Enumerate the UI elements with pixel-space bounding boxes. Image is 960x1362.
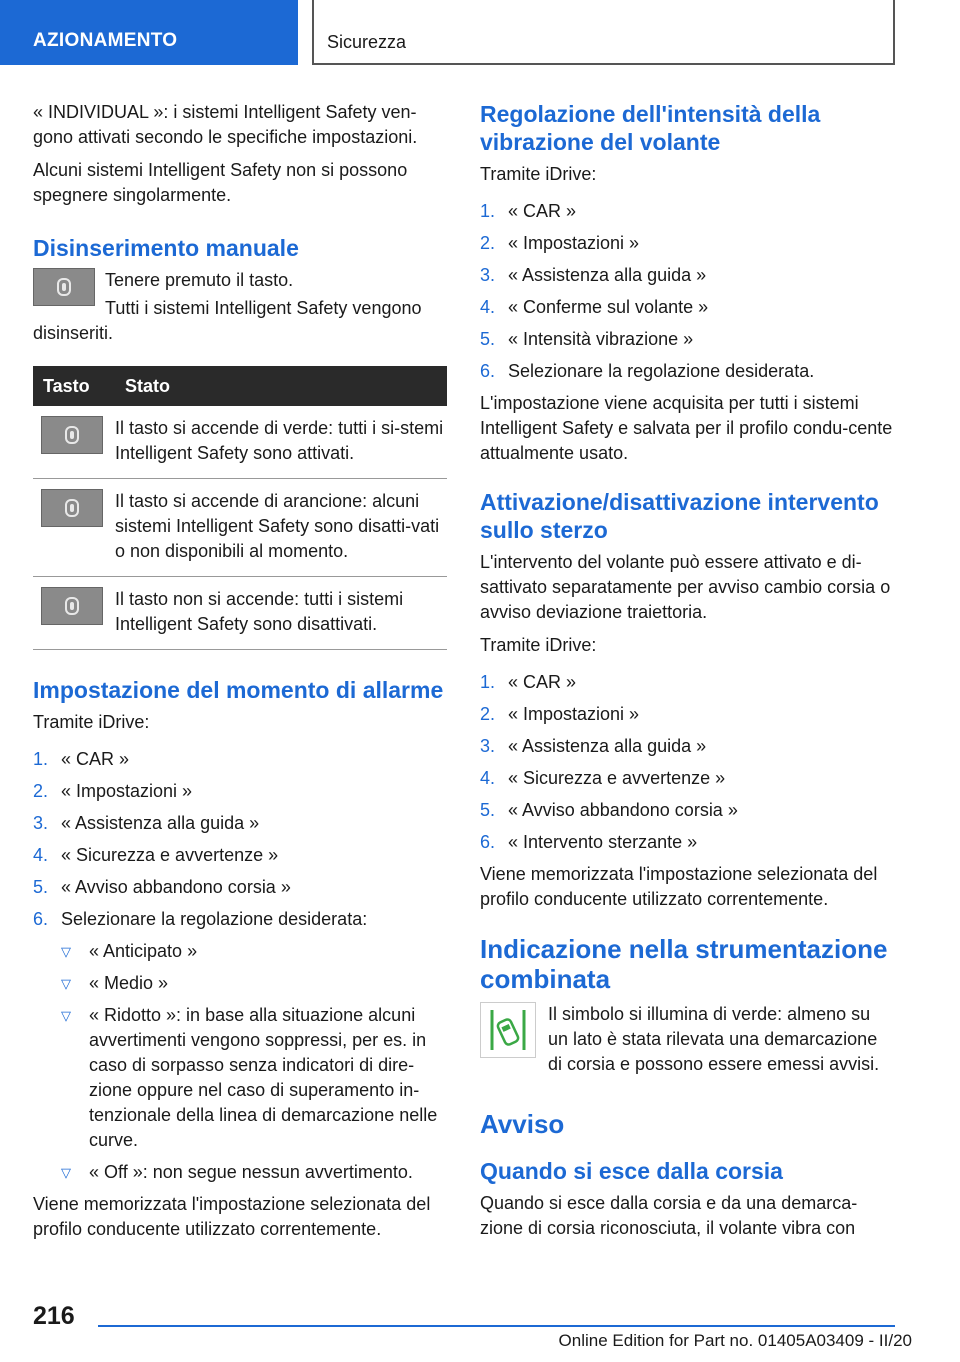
page-number: 216: [33, 1302, 75, 1330]
table-row: [33, 479, 447, 577]
table-header-status: Stato: [115, 366, 447, 406]
list-item: 2. « Impostazioni »: [480, 704, 640, 724]
lane-departure-icon: [480, 1002, 536, 1058]
list-item: 4. « Conferme sul volante »: [480, 297, 709, 317]
display-heading: Indicazione nella strumentazione combinata: [480, 934, 888, 994]
list-item: 4. « Sicurezza e avvertenze »: [33, 845, 279, 865]
steering-outro: Viene memorizzata l'impostazione selezionata del profilo conducente utilizzato correntemente.: [480, 864, 878, 909]
list-item: ▽ « Ridotto »: in base alla situazione alcuni avvertimenti vengono soppressi, per es. in caso di sorpasso senza indicatori di dire-zione oppure nel caso di superamento in-tenzionale della linea di demarcazione nelle curve.: [61, 1003, 447, 1153]
steering-steps: [480, 670, 895, 855]
list-item: 6. « Intervento sterzante »: [480, 832, 698, 852]
header-subsection-label: Sicurezza: [327, 32, 407, 52]
vibration-intro: Tramite iDrive:: [480, 164, 597, 184]
header-section-label: AZIONAMENTO: [33, 30, 178, 51]
alarm-outro: Viene memorizzata l'impostazione selezionata del profilo conducente utilizzato correntemente.: [33, 1194, 431, 1239]
table-cell: Il tasto non si accende: tutti i sistemi Intelligent Safety sono disattivati.: [115, 577, 447, 650]
alarm-intro: Tramite iDrive:: [33, 712, 150, 732]
alarm-steps: [33, 747, 447, 932]
steering-paragraph: L'intervento del volante può essere attivato e di-sattivato separatamente per avviso cambio corsia o avviso deviazione traiettoria.: [480, 552, 891, 622]
steering-heading: Attivazione/disattivazione intervento sullo sterzo: [480, 489, 879, 543]
safety-button-icon: [33, 268, 95, 306]
list-item: 1. « CAR »: [33, 749, 130, 769]
steering-intro: Tramite iDrive:: [480, 635, 597, 655]
edition-note: Online Edition for Part no. 01405A03409 - II/20: [558, 1331, 912, 1350]
warning-heading: Avviso: [480, 1109, 565, 1139]
list-item: 5. « Avviso abbandono corsia »: [480, 800, 738, 820]
manual-heading: Disinserimento manuale: [33, 235, 299, 261]
manual-paragraph-1: Tenere premuto il tasto.: [105, 270, 294, 290]
button-status-table: [33, 366, 447, 650]
display-paragraph: Il simbolo si illumina di verde: almeno su un lato è stata rilevata una demarcazione di corsia e possono essere emessi avvisi.: [548, 1004, 880, 1074]
alarm-options: [61, 939, 447, 1185]
right-column: [480, 100, 895, 1249]
table-cell: Il tasto si accende di arancione: alcuni sistemi Intelligent Safety sono disatti-vati o non disponibili al momento.: [115, 479, 447, 577]
list-item: ▽ « Medio »: [61, 971, 447, 996]
list-item: ▽ « Anticipato »: [61, 939, 447, 964]
list-item: 3. « Assistenza alla guida »: [480, 736, 707, 756]
vibration-steps: [480, 199, 895, 384]
triangle-bullet-icon: ▽: [61, 944, 71, 959]
triangle-bullet-icon: ▽: [61, 1165, 71, 1180]
manual-paragraph-2: Tutti i sistemi Intelligent Safety vengono disinseriti.: [33, 298, 422, 343]
intro-paragraph-2: Alcuni sistemi Intelligent Safety non si possono spegnere singolarmente.: [33, 160, 408, 205]
table-row: [33, 406, 447, 479]
safety-button-icon: [41, 587, 103, 625]
display-row: [480, 1002, 895, 1085]
list-item: 2. « Impostazioni »: [480, 233, 640, 253]
alarm-heading: Impostazione del momento di allarme: [33, 677, 444, 703]
table-cell: Il tasto si accende di verde: tutti i si-stemi Intelligent Safety sono attivati.: [115, 406, 447, 479]
triangle-bullet-icon: ▽: [61, 976, 71, 991]
header-section-tab: [0, 0, 298, 65]
lane-exit-paragraph: Quando si esce dalla corsia e da una demarca-zione di corsia riconosciuta, il volante vibra con: [480, 1193, 858, 1238]
table-row: [33, 577, 447, 650]
list-item: 6. Selezionare la regolazione desiderata.: [480, 361, 815, 381]
list-item: 5. « Intensità vibrazione »: [480, 329, 694, 349]
list-item: 1. « CAR »: [480, 201, 577, 221]
list-item: ▽ « Off »: non segue nessun avvertimento.: [61, 1160, 447, 1185]
list-item: 1. « CAR »: [480, 672, 577, 692]
list-item: 3. « Assistenza alla guida »: [480, 265, 707, 285]
safety-button-icon: [41, 416, 103, 454]
vibration-outro: L'impostazione viene acquisita per tutti i sistemi Intelligent Safety e salvata per il profilo condu-cente attualmente usato.: [480, 393, 893, 463]
safety-button-icon: [41, 489, 103, 527]
header-subsection-tab: [312, 0, 895, 65]
intro-paragraph-1: « INDIVIDUAL »: i sistemi Intelligent Safety ven-gono attivati secondo le specifiche impostazioni.: [33, 102, 418, 147]
vibration-heading: Regolazione dell'intensità della vibrazione del volante: [480, 101, 821, 155]
footer-divider: [98, 1325, 895, 1327]
list-item: 2. « Impostazioni »: [33, 781, 193, 801]
lane-exit-heading: Quando si esce dalla corsia: [480, 1158, 783, 1184]
left-column: [33, 100, 447, 1250]
table-header-key: Tasto: [33, 366, 115, 406]
list-item: 6. Selezionare la regolazione desiderata:: [33, 909, 368, 929]
list-item: 4. « Sicurezza e avvertenze »: [480, 768, 726, 788]
list-item: 3. « Assistenza alla guida »: [33, 813, 260, 833]
list-item: 5. « Avviso abbandono corsia »: [33, 877, 291, 897]
triangle-bullet-icon: ▽: [61, 1008, 71, 1023]
